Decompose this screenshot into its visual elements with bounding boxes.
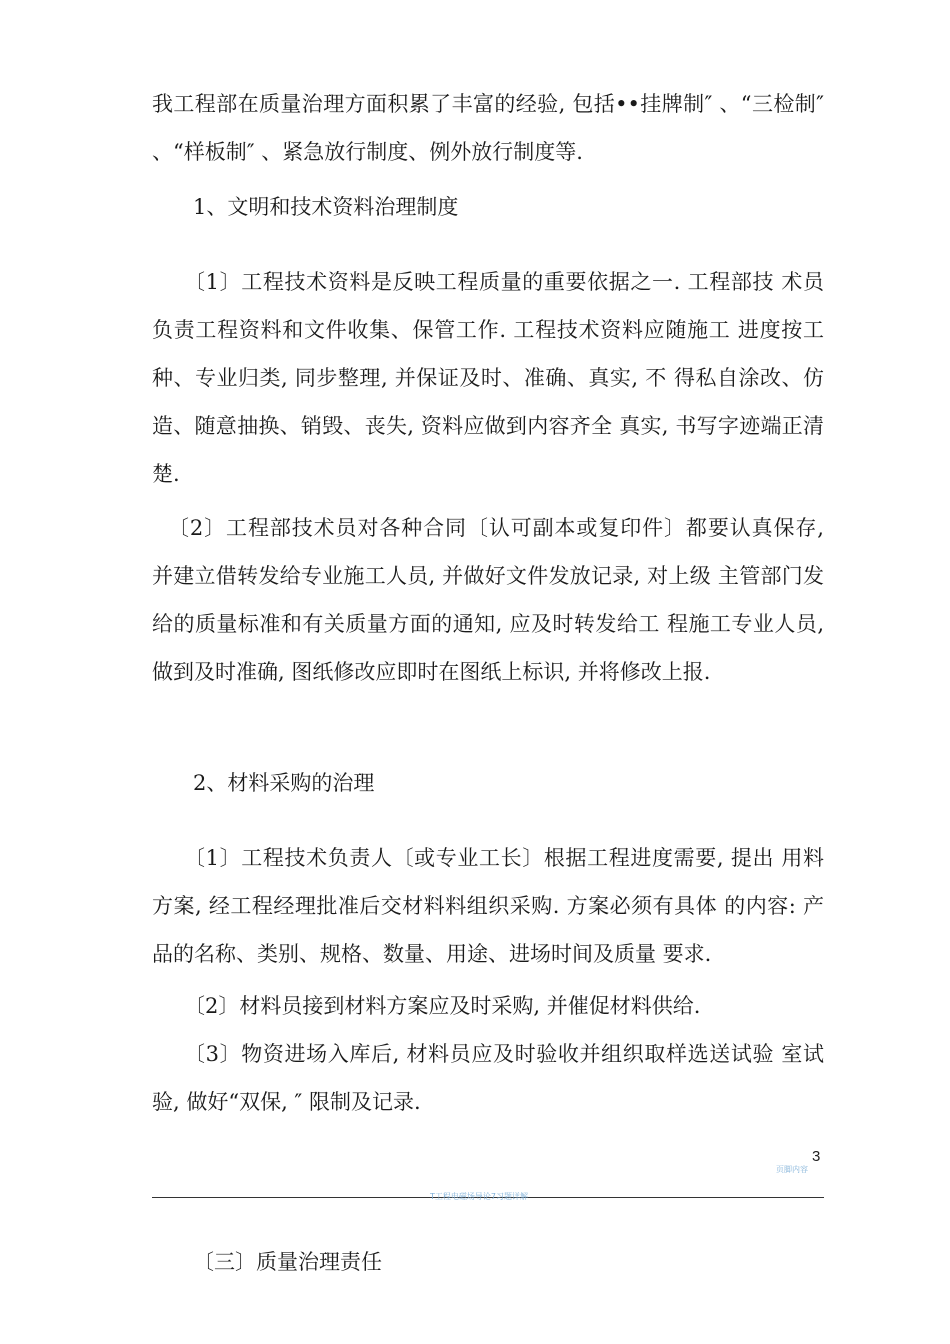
heading-documentation-management: 1、文明和技术资料治理制度: [193, 195, 459, 219]
section-title-quality-responsibility: 〔三〕质量治理责任: [193, 1250, 382, 1274]
paragraph-contracts: 〔2〕工程部技术员对各种合同〔认可副本或复印件〕都要认真保存, 并建立借转发给专业施工人员, 并做好文件发放记录, 对上级 主管部门发给的质量标准和有关质量方面的通知, 应及时转发给工 程施工专业人员, 做到及时准确, 图纸修改应即时在图纸上标识, 并将修改上报.: [152, 516, 824, 684]
heading-material-procurement: 2、材料采购的治理: [193, 771, 375, 795]
paragraph-purchasing: 〔2〕材料员接到材料方案应及时采购, 并催促材料供给.: [184, 994, 701, 1018]
paragraph-material-inspection: 〔3〕物资进场入库后, 材料员应及时验收并组织取样选送试验 室试验, 做好“双保, ″ 限制及记录.: [152, 1042, 824, 1114]
footer-caption: T工程电磁场导论7习题详解: [430, 1192, 528, 1201]
paragraph-technical-records: 〔1〕工程技术资料是反映工程质量的重要依据之一. 工程部技 术员负责工程资料和文件收集、保管工作. 工程技术资料应随施工 进度按工种、专业归类, 同步整理, 并保证及时、准确、真实, 不 得私自涂改、仿造、随意抽换、销毁、丧失, 资料应做到内容齐全 真实, 书写字迹端正清楚.: [152, 270, 824, 486]
page-number: 3: [812, 1148, 821, 1165]
paragraph-procurement-plan: 〔1〕工程技术负责人〔或专业工长〕根据工程进度需要, 提出 用料方案, 经工程经理批准后交材料料组织采购. 方案必须有具体 的内容: 产品的名称、类别、规格、数量、用途、进场时间及质量 要求.: [152, 846, 824, 966]
footer-note: 页脚内容: [776, 1165, 808, 1174]
intro-paragraph: 我工程部在质量治理方面积累了丰富的经验, 包括••挂牌制″ 、“三检制″ 、“样板制″ 、紧急放行制度、例外放行制度等.: [152, 92, 824, 164]
